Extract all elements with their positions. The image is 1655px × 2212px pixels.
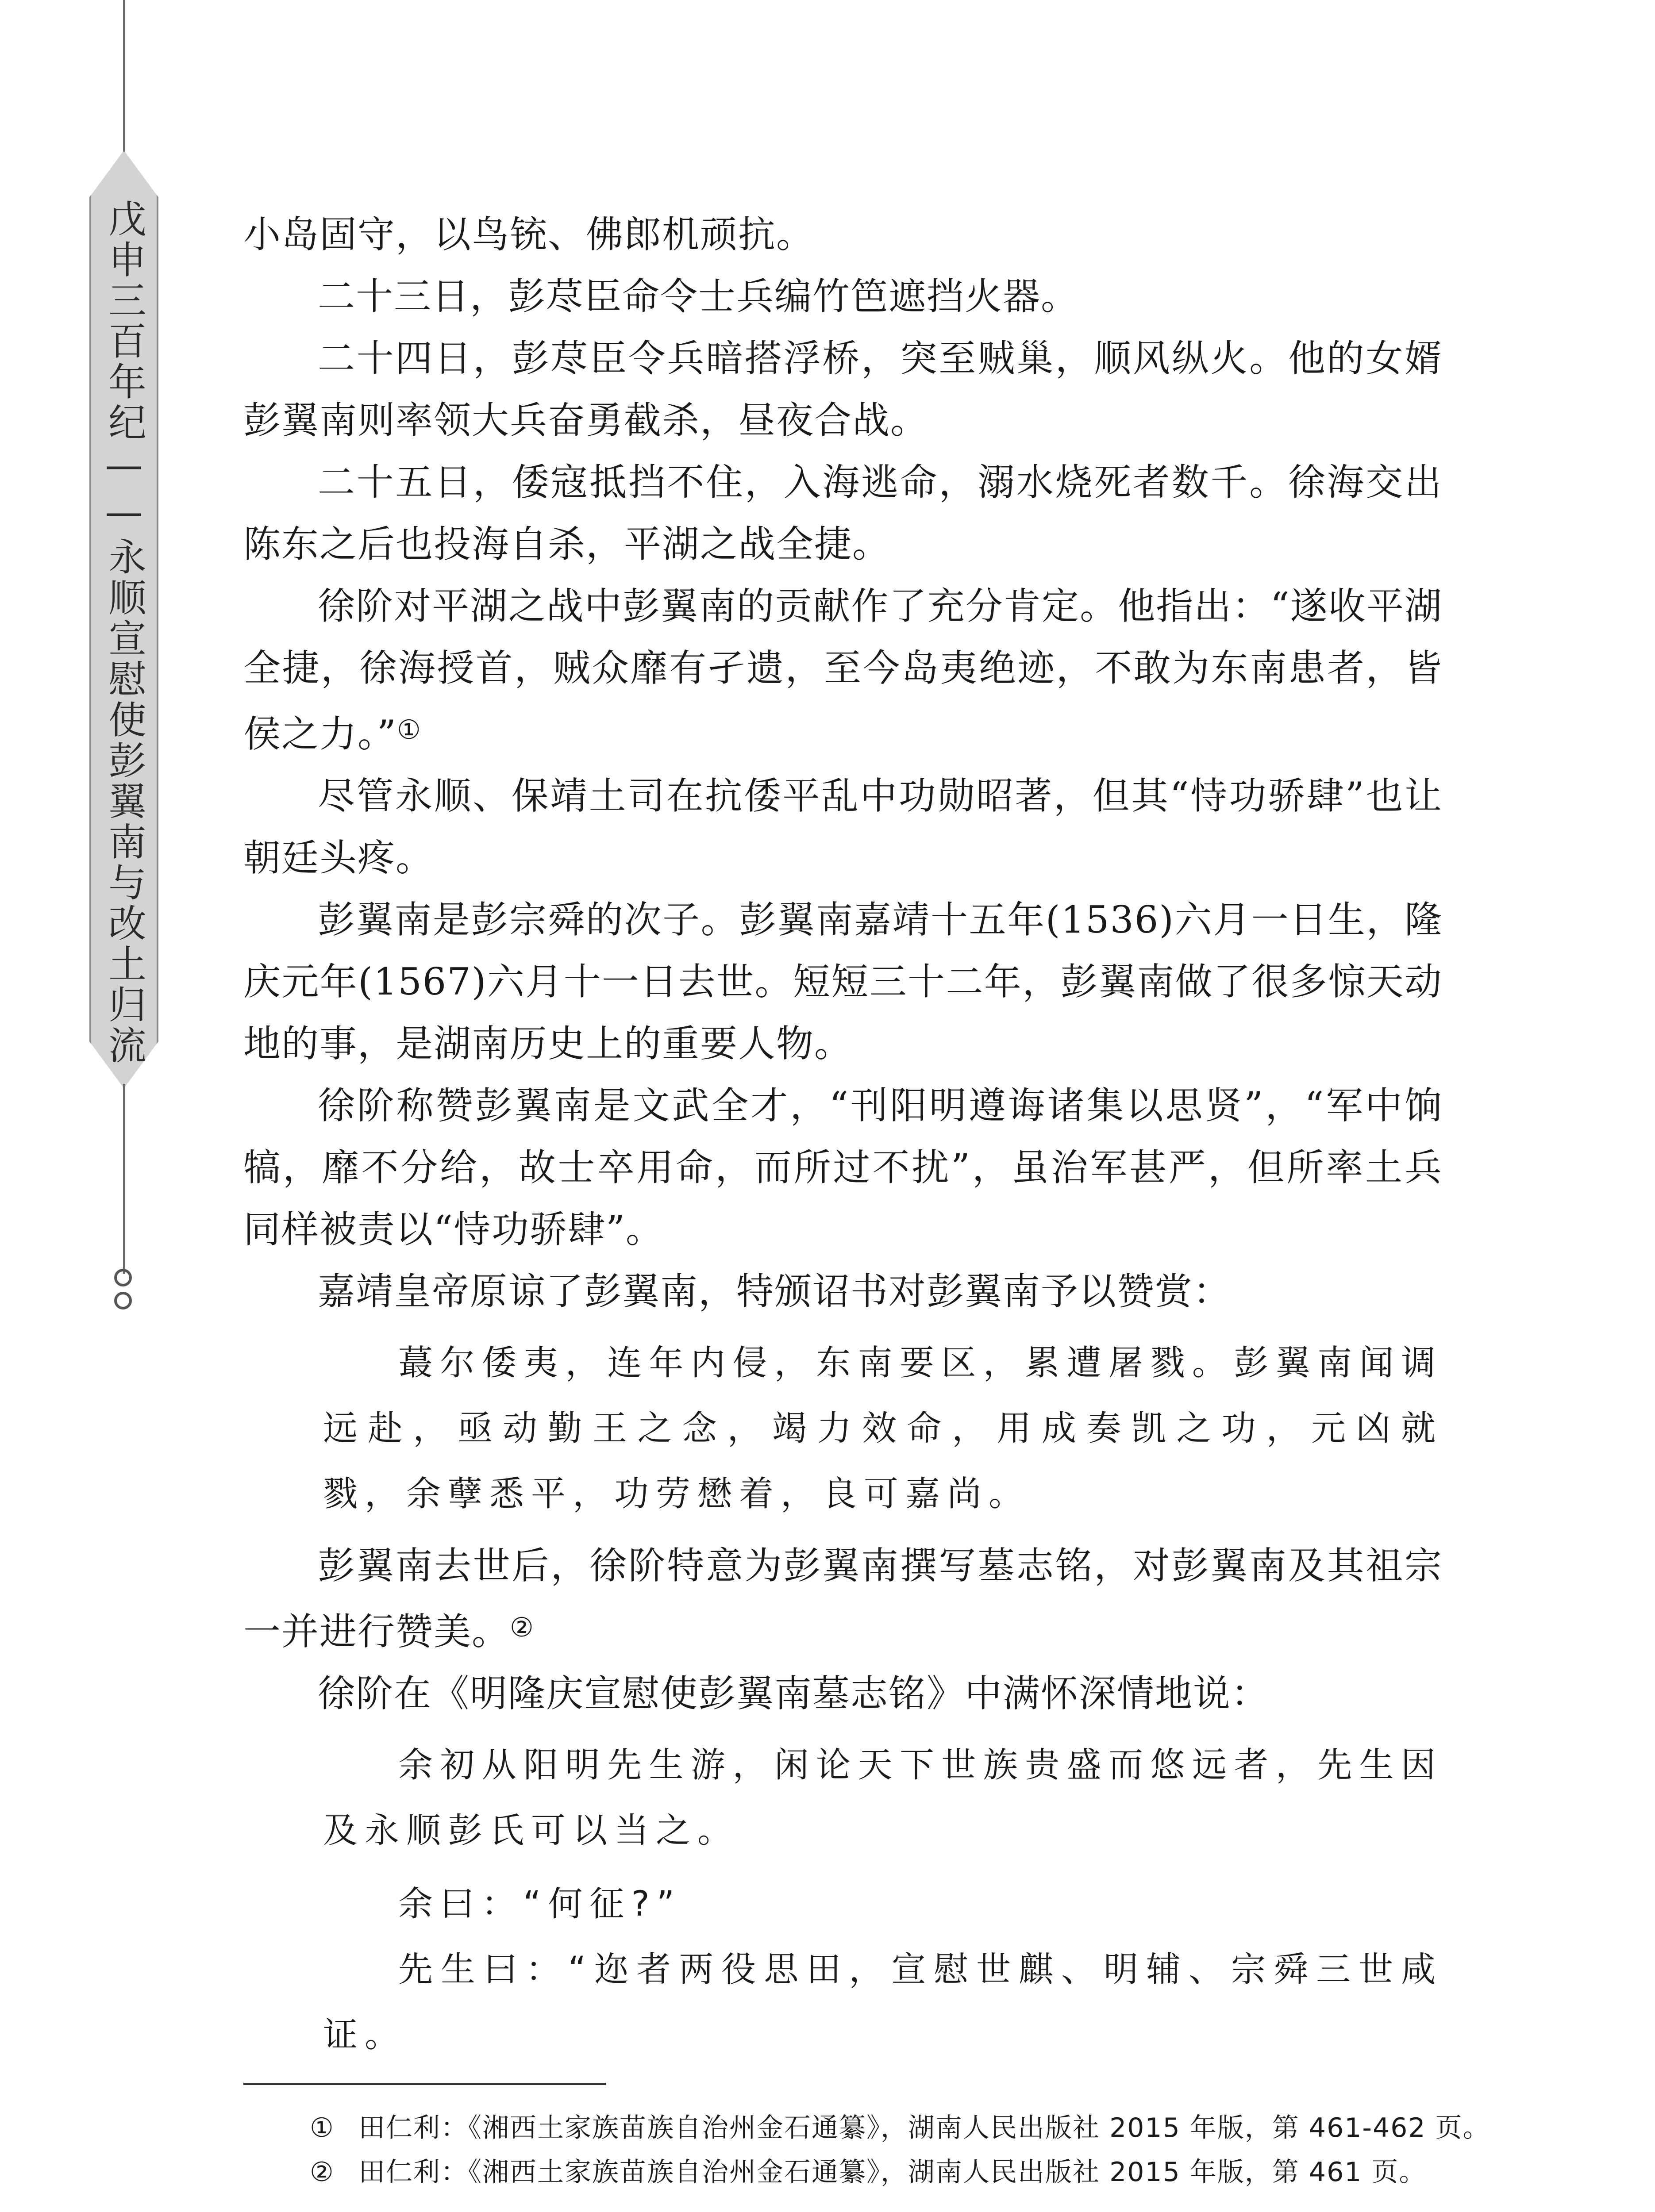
footnote-ref: ① — [396, 714, 422, 745]
footnote-text: 田仁利：《湘西土家族苗族自治州金石通纂》，湖南人民出版社 2015 年版，第 461 页。 — [358, 2157, 1427, 2188]
running-title: 戊申三百年纪——永顺宣慰使彭翼南与改土归流 — [102, 199, 146, 1066]
block-quote: 蕞尔倭夷，连年内侵，东南要区，累遭屠戮。彭翼南闻调远赴，亟动勤王之念，竭力效命，用成奏凯之功，元凶就戮，余孽悉平，功劳懋着，良可嘉尚。 — [323, 1343, 1443, 1514]
paragraph: 小岛固守，以鸟铳、佛郎机顽抗。 — [243, 213, 815, 256]
block-quote: 余曰：“何征?” — [398, 1884, 682, 1924]
footnote-text: 田仁利：《湘西土家族苗族自治州金石通纂》，湖南人民出版社 2015 年版，第 461-462 页。 — [358, 2112, 1490, 2143]
ornament-circle-icon — [114, 1269, 132, 1286]
footnote-item — [310, 2106, 1637, 2150]
paragraph-text: 徐阶对平湖之战中彭翼南的贡献作了充分肯定。他指出：“遂收平湖全捷，徐海授首，贼众靡有孑遗，至今岛夷绝迹，不敢为东南患者，皆侯之力。” — [243, 584, 1443, 756]
ornament-circle-icon — [114, 1292, 132, 1310]
paragraph: 嘉靖皇帝原谅了彭翼南，特颁诏书对彭翼南予以赞赏： — [318, 1270, 1232, 1313]
margin-rule-bottom — [123, 1084, 125, 1274]
margin-rule-top — [123, 0, 125, 153]
footnote-list — [310, 2106, 1637, 2194]
paragraph-with-note — [243, 1535, 1443, 1663]
paragraph: 二十五日，倭寇抵挡不住，入海逃命，溺水烧死者数千。徐海交出陈东之后也投海自杀，平湖之战全捷。 — [243, 461, 1443, 566]
paragraph: 尽管永顺、保靖土司在抗倭平乱中功勋昭著，但其“恃功骄肆”也让朝廷头疼。 — [243, 774, 1443, 879]
footnote-mark: ② — [310, 2157, 335, 2188]
paragraph: 二十四日，彭荩臣令兵暗搭浮桥，突至贼巢，顺风纵火。他的女婿彭翼南则率领大兵奋勇截杀，昼夜合战。 — [243, 337, 1443, 442]
paragraph: 徐阶称赞彭翼南是文武全才，“刊阳明遵诲诸集以思贤”，“军中饷犒，靡不分给，故士卒用命，而所过不扰”，虽治军甚严，但所率土兵同样被责以“恃功骄肆”。 — [243, 1084, 1443, 1251]
footnote-divider — [243, 2083, 606, 2085]
block-quote: 余初从阳明先生游，闲论天下世族贵盛而悠远者，先生因及永顺彭氏可以当之。 — [323, 1745, 1443, 1851]
footnote-item — [310, 2150, 1637, 2194]
block-quote: 先生曰：“迩者两役思田，宣慰世麒、明辅、宗舜三世咸证。 — [323, 1950, 1443, 2055]
paragraph: 二十三日，彭荩臣命令士兵编竹笆遮挡火器。 — [318, 275, 1079, 318]
paragraph-with-note — [243, 575, 1443, 765]
page-body — [243, 204, 1443, 2068]
paragraph-text: 彭翼南去世后，徐阶特意为彭翼南撰写墓志铭，对彭翼南及其祖宗一并进行赞美。 — [243, 1544, 1443, 1653]
footnote-mark: ① — [310, 2112, 335, 2143]
paragraph: 彭翼南是彭宗舜的次子。彭翼南嘉靖十五年(1536)六月一日生，隆庆元年(1567)六月十一日去世。短短三十二年，彭翼南做了很多惊天动地的事，是湖南历史上的重要人物。 — [243, 898, 1443, 1065]
footnote-ref: ② — [510, 1612, 535, 1643]
paragraph: 徐阶在《明隆庆宣慰使彭翼南墓志铭》中满怀深情地说： — [318, 1672, 1270, 1715]
